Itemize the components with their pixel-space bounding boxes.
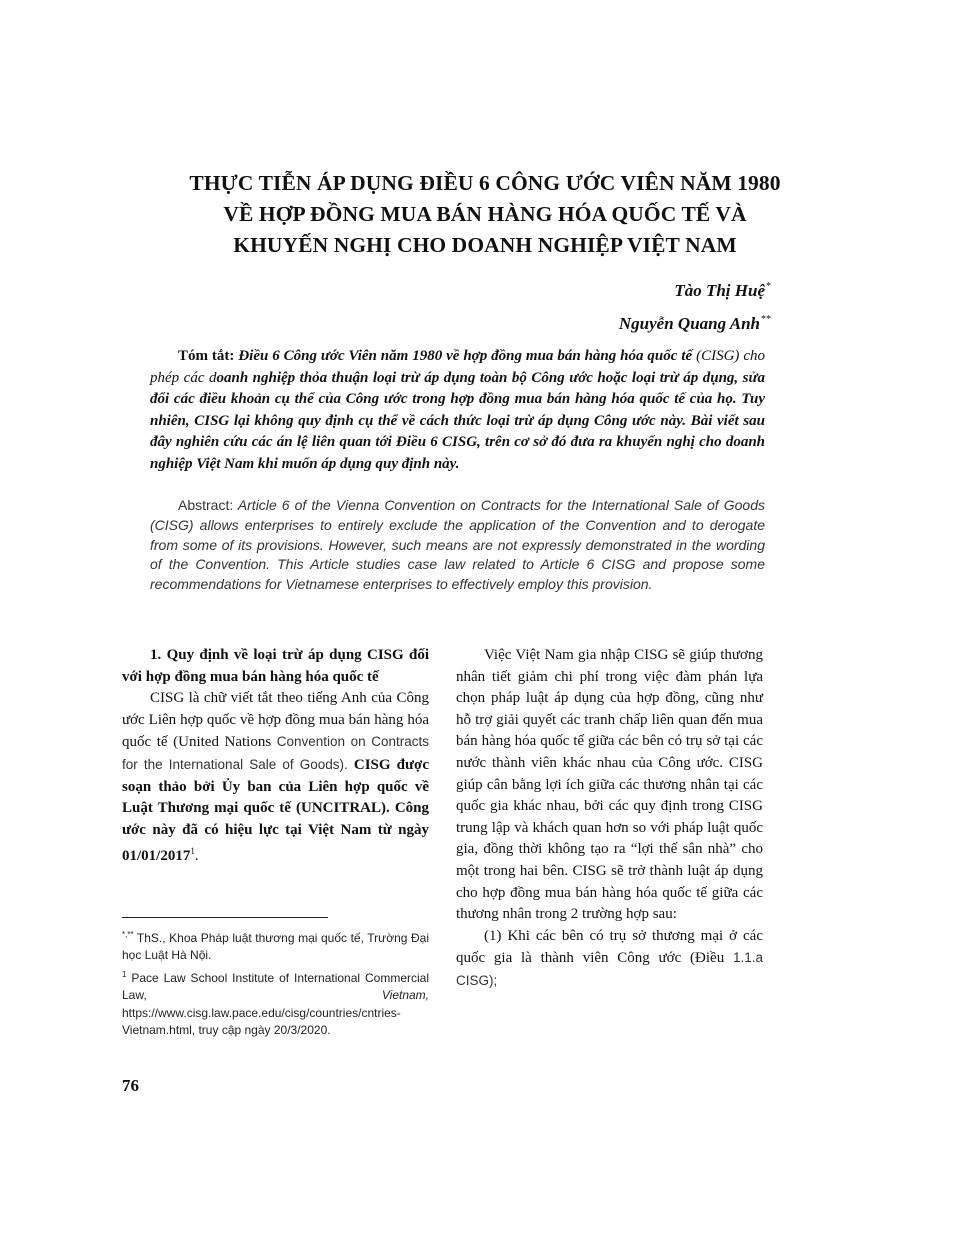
author-1: Tào Thị Huệ* <box>674 281 771 300</box>
abstract-en-label: Abstract: <box>178 497 234 513</box>
author-2-footnote-mark: ** <box>761 314 771 325</box>
footnotes <box>122 926 429 1040</box>
body-paragraph: (1) Khi các bên có trụ sở thương mại ở các quốc gia là thành viên Công ước (Điều 1.1.a CISG); <box>456 927 763 988</box>
section-heading: 1. Quy định về loại trừ áp dụng CISG đối với hợp đồng mua bán hàng hóa quốc tế <box>122 647 429 685</box>
body-paragraph: Việc Việt Nam gia nhập CISG sẽ giúp thương nhân tiết giảm chi phí trong việc đàm phán lựa chọn pháp luật áp dụng của hợp đồng, cũng như hỗ trợ giải quyết các tranh chấp liên quan đến mua bán hàng hóa quốc tế giữa các bên có trụ sở tại các nước thành viên khác nhau của Công ước. CISG giúp cân bằng lợi ích giữa các thương nhân tại các quốc gia khác nhau, bởi các quy định trong CISG trung lập và khách quan hơn so với pháp luật quốc gia, đồng thời không tạo ra “lợi thế sân nhà” cho một trong hai bên. CISG sẽ trở thành luật áp dụng cho hợp đồng mua bán hàng hóa quốc tế giữa các thương nhân trong 2 trường hợp sau: <box>456 647 763 923</box>
footnote-affiliation: *,** ThS., Khoa Pháp luật thương mại quốc tế, Trường Đại học Luật Hà Nội. <box>122 930 429 963</box>
author-1-footnote-mark: * <box>766 281 771 292</box>
article-title <box>100 168 870 261</box>
right-column <box>456 645 763 993</box>
author-block <box>619 272 771 338</box>
title-line-3: KHUYẾN NGHỊ CHO DOANH NGHIỆP VIỆT NAM <box>233 233 737 257</box>
author-2: Nguyễn Quang Anh** <box>618 314 771 333</box>
abstract-vi-label: Tóm tắt: <box>178 348 235 364</box>
abstract-vietnamese: Tóm tắt: Điều 6 Công ước Viên năm 1980 về hợp đồng mua bán hàng hóa quốc tế (CISG) cho phép các doanh nghiệp thỏa thuận loại trừ áp dụng toàn bộ Công ước hoặc loại trừ áp dụng, sửa đổi các điều khoản cụ thể của Công ước trong hợp đồng mua bán hàng hóa quốc tế của họ. Tuy nhiên, CISG lại không quy định cụ thể về cách thức loại trừ áp dụng Công ước này. Bài viết sau đây nghiên cứu các án lệ liên quan tới Điều 6 CISG, trên cơ sở đó đưa ra khuyến nghị cho doanh nghiệp Việt Nam khi muốn áp dụng quy định này. <box>150 348 766 472</box>
page-number: 76 <box>122 1076 139 1095</box>
title-line-1: THỰC TIỄN ÁP DỤNG ĐIỀU 6 CÔNG ƯỚC VIÊN NĂM 1980 <box>189 171 781 195</box>
left-column <box>122 645 429 868</box>
footnote-separator <box>122 917 328 918</box>
title-line-2: VỀ HỢP ĐỒNG MUA BÁN HÀNG HÓA QUỐC TẾ VÀ <box>223 202 747 226</box>
footnote-1: $^1$ Pace Law School Institute of International Commercial Law, Vietnam, https://www.cisg.law.pace.edu/cisg/countries/cntries-Vietnam.html, truy cập ngày 20/3/2020. <box>122 969 429 1038</box>
body-paragraph: CISG là chữ viết tắt theo tiếng Anh của Công ước Liên hợp quốc về hợp đồng mua bán hàng hóa quốc tế (United Nations Convention on Contracts for the International Sale of Goods). CISG được soạn thảo bởi Ủy ban của Liên hợp quốc về Luật Thương mại quốc tế (UNCITRAL). Công ước này đã có hiệu lực tại Việt Nam từ ngày 01/01/2017$^1$. <box>122 690 429 865</box>
footnote-ref[interactable]: 1 <box>190 846 195 857</box>
abstract-english: Abstract: Article 6 of the Vienna Convention on Contracts for the International Sale of Goods (CISG) allows enterprises to entirely exclude the application of the Convention and to derogate from some of its provisions. However, such means are not expressly demonstrated in the wording of the Convention. This Article studies case law related to Article 6 CISG and propose some recommendations for Vietnamese enterprises to effectively employ this provision. <box>150 497 765 593</box>
